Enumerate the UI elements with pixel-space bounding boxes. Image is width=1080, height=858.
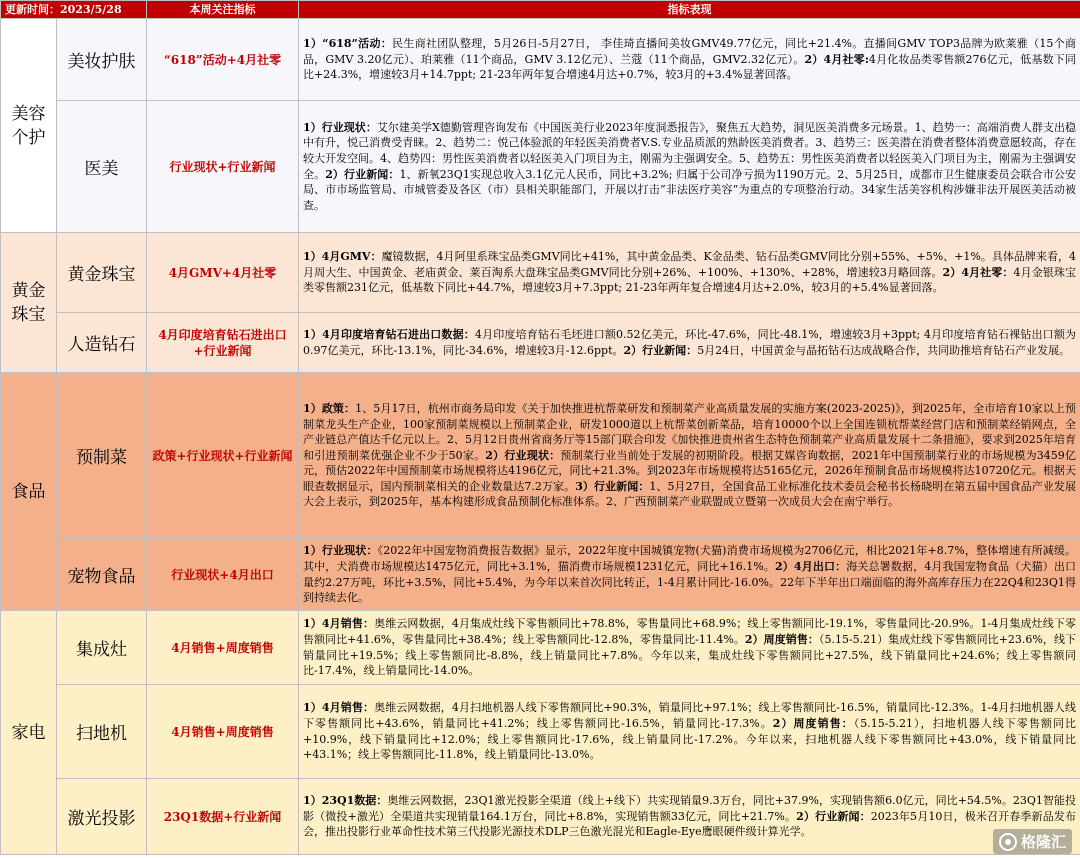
desc-text: 4月金银珠宝类零售额231亿元，低基数下同比+44.7%，增速较3月+7.3ppt; 21-23年两年复合增速4月达+2.0%，较3月的+5.4%显著回落。 xyxy=(303,265,1077,295)
desc-heading: 1）23Q1数据： xyxy=(303,794,388,808)
desc-heading: 2）4月社零： xyxy=(942,265,1014,279)
focus-indicator: 4月GMV+4月社零 xyxy=(147,233,299,313)
focus-indicator: 23Q1数据+行业新闻 xyxy=(147,779,299,855)
category-beauty xyxy=(1,19,57,233)
desc-heading: 2）4月社零: xyxy=(804,52,869,66)
focus-indicator: 行业现状+行业新闻 xyxy=(147,101,299,233)
desc-heading: 1）4月GMV： xyxy=(303,250,382,264)
desc-text: 4月印度培育钻石毛坯进口额0.52亿美元，环比-47.6%，同比-48.1%，增速较3月+3ppt; 4月印度培育钻石裸钻出口额为0.97亿美元，环比-13.1%，同比-34.6%，增速较3月-12.6ppt。 xyxy=(303,327,1076,357)
category-label: 黄金 xyxy=(11,280,46,301)
item-name: 集成灶 xyxy=(57,611,147,685)
desc-heading: 2）行业新闻： xyxy=(325,167,400,181)
indicator-desc xyxy=(299,779,1080,855)
item-name: 扫地机 xyxy=(57,685,147,779)
category-gold xyxy=(1,233,57,373)
desc-text: 奥维云网数据，23Q1激光投影全渠道（线上+线下）共实现销量9.3万台，同比+37.9%，实现销售额6.0亿元，同比+54.5%。23Q1智能投影（微投+激光）全渠道共实现销量164.1万台，同比+8.8%，实现销售额33亿元，同比+21.7%。 xyxy=(303,794,1076,823)
category-label: 个护 xyxy=(11,127,46,148)
desc-heading: 2）行业新闻： xyxy=(796,809,871,823)
item-name: 黄金珠宝 xyxy=(57,233,147,313)
table-row xyxy=(1,611,1080,685)
desc-heading: 1）4月印度培育钻石进出口数据： xyxy=(303,327,475,341)
table-row xyxy=(1,539,1080,611)
desc-text: 1、新氧23Q1实现总收入3.1亿元人民币，同比+3.2%; 归属于公司净亏损为1190万元。2、5月25日，成都市卫生健康委员会联合市公安局、市市场监管局、市城管委及各区（市）县相关职能部门，开展以打击“非法医疗美容”为重点的专项整治行动。34家生活美容机构涉嫌非法开展医美活动被查。 xyxy=(303,167,1077,212)
desc-heading: 2）行业新闻： xyxy=(623,343,698,357)
focus-indicator: 4月印度培育钻石进出口+行业新闻 xyxy=(147,313,299,373)
desc-heading: 2）周度销售： xyxy=(772,716,854,730)
indicator-desc xyxy=(299,233,1080,313)
desc-text: 1、5月17日，杭州市商务局印发《关于加快推进杭帮菜研发和预制菜产业高质量发展的实施方案(2023-2025)》，到2025年，全市培育10家以上预制菜龙头生产企业，100家预制菜规模以上预制菜企业，研发1000道以上杭帮菜创新菜品，培育10000个以上全国连锁杭帮菜经营门店和预制菜经销网点，全产业链总产值达千亿元以上。2、5月12日贵州省商务厅等15部门联合印发《加快推进贵州省生态特色预制菜产业高质量发展十二条措施》，要求到2025年培育和引进预制菜优强企业不少于50家。 xyxy=(303,401,1076,462)
desc-text: 艾尔建美学X德勤管理咨询发布《中国医美行业2023年度洞悉报告》，聚焦五大趋势，洞见医美消费多元场景。1、趋势一：高端消费人群支出稳中有升，悦己消费受青睐。2、趋势二：悦己体验派的年轻医美消费者V.S.专业品质派的熟龄医美消费者。3、趋势三：医美潜在消费者整体消费意愿较高，存在较大开发空间。4、趋势四：男性医美消费者以轻医美入门项目为主，刚需为主强调安全。5、趋势五：男性医美消费者以轻医美入门项目为主，刚需为主强调安全。 xyxy=(303,120,1076,181)
indicator-desc xyxy=(299,19,1080,101)
desc-heading: 1）政策： xyxy=(303,401,356,415)
desc-text: 1、5月27日，全国食品工业标准化技术委员会秘书长杨晓明在第五届中国食品产业发展大会上表示，到2025年，基本构建形成食品预制化标准体系。2、广西预制菜产业联盟成立暨第一次成员大会在南宁举行。 xyxy=(303,479,1077,509)
desc-header: 指标表现 xyxy=(299,1,1080,19)
indicator-desc xyxy=(299,539,1080,611)
desc-heading: 2）周度销售： xyxy=(744,632,819,646)
item-name: 人造钻石 xyxy=(57,313,147,373)
item-name: 美妆护肤 xyxy=(57,19,147,101)
category-label: 珠宝 xyxy=(11,304,46,325)
indicator-desc xyxy=(299,611,1080,685)
table-row xyxy=(1,779,1080,855)
table-row xyxy=(1,101,1080,233)
desc-text: 奥维云网数据，4月集成灶线下零售额同比+78.8%，零售量同比+68.9%；线上零售额同比-19.1%，零售量同比-20.9%。1-4月集成灶线下零售额同比+41.6%，零售量同比+38.4%；线上零售额同比-12.8%，零售量同比-11.4%。 xyxy=(303,617,1076,646)
desc-heading: 1）4月销售： xyxy=(303,617,375,631)
desc-text: 《2022年中国宠物消费报告数据》显示，2022年度中国城镇宠物(犬猫)消费市场规模为2706亿元，相比2021年+8.7%，整体增速有所减缓。其中，犬消费市场规模达1475亿元，同比+3.1%，猫消费市场规模1231亿元，同比+16.1%。 xyxy=(303,544,1077,573)
desc-heading: 1）“618”活动： xyxy=(303,37,393,51)
item-name: 激光投影 xyxy=(57,779,147,855)
item-name: 预制菜 xyxy=(57,373,147,539)
category-food xyxy=(1,373,57,611)
header-row xyxy=(1,1,1080,19)
watermark xyxy=(993,829,1072,854)
table-row xyxy=(1,373,1080,539)
table-row xyxy=(1,233,1080,313)
category-label: 美容 xyxy=(11,103,46,124)
desc-text: 奥维云网数据，4月扫地机器人线下零售额同比+90.3%，销量同比+97.1%；线上零售额同比-16.5%，销量同比-12.3%。1-4月扫地机器人线下零售额同比+43.6%，销量同比+41.2%；线上零售额同比-16.5%，销量同比-17.3%。 xyxy=(303,701,1076,730)
desc-heading: 1）行业现状： xyxy=(303,120,377,134)
focus-indicator: 行业现状+4月出口 xyxy=(147,539,299,611)
desc-heading: 1）行业现状： xyxy=(303,544,378,558)
item-name: 宠物食品 xyxy=(57,539,147,611)
focus-indicator: 4月销售+周度销售 xyxy=(147,685,299,779)
desc-text: 预制菜行业当前处于发展的初期阶段。根据艾媒咨询数据，2021年中国预制菜行业的市场规模为3459亿元，预估2022年中国预制菜市场规模将达4196亿元，同比+21.3%。到2023年市场规模将达5165亿元，2026年预制食品市场规模将达10720亿元。根据天眼查数据显示，国内预制菜相关的企业数量达7.2万家。 xyxy=(303,448,1076,493)
indicator-desc xyxy=(299,101,1080,233)
desc-text: 民生商社团队整理，5月26日-5月27日， 李佳琦直播间美妆GMV49.77亿元，同比+21.4%。直播间GMV TOP3品牌为欧莱雅（15个商品，GMV 3.20亿元）、珀莱雅（11个商品，GMV 3.12亿元）、兰蔻（11个商品，GMV2.32亿元）。 xyxy=(303,37,1076,66)
desc-text: 5月24日，中国黄金与晶拓钻石达成战略合作，共同助推培育钻石产业发展。 xyxy=(697,343,1071,357)
desc-text: 海关总署数据，4月我国宠物食品（犬猫）出口量约2.27万吨，环比+3.5%，同比+5.4%，为今年以来首次同比转正，1-4月累计同比-16.0%。22年下半年出口端面临的海外高库存压力在22Q4和23Q1得到持续去化。 xyxy=(303,559,1077,605)
desc-text: 2023年5月10日，极米召开春季新品发布会，推出投影行业革命性技术第三代投影光源技术DLP三色激光混光和Eagle-Eye鹰眼硬件级计算光学。 xyxy=(303,809,1076,839)
desc-heading: 2）4月出口： xyxy=(774,559,847,573)
category-label: 家电 xyxy=(11,722,46,743)
indicator-desc xyxy=(299,373,1080,539)
update-date-header: 更新时间：2023/5/28 xyxy=(1,1,147,19)
desc-heading: 2）行业现状： xyxy=(485,448,561,462)
desc-text: 4月化妆品类零售额276亿元，低基数下同比+24.3%，增速较3月+14.7ppt; 21-23年两年复合增速4月达+0.7%，较3月的+3.4%显著回落。 xyxy=(303,52,1076,82)
desc-heading: 3）行业新闻： xyxy=(575,479,650,493)
focus-indicator: 4月销售+周度销售 xyxy=(147,611,299,685)
table-row xyxy=(1,685,1080,779)
indicator-desc xyxy=(299,685,1080,779)
desc-heading: 1）4月销售： xyxy=(303,701,375,715)
category-label: 食品 xyxy=(11,481,46,502)
desc-text: （5.15-5.21）集成灶线下零售额同比+23.6%，线下销量同比+19.5%；线上零售额同比-8.8%，线上销量同比+7.8%。今年以来，集成灶线下零售额同比+27.5%，线下销量同比+24.6%；线上零售额同比-17.4%，线上销量同比-14.0%。 xyxy=(303,632,1076,678)
desc-text: （5.15-5.21），扫地机器人线下零售额同比+10.9%，线下销量同比+12.0%；线上零售额同比-17.6%，线上销量同比-17.2%。今年以来，扫地机器人线下零售额同比+43.0%，线下销量同比+43.1%；线上零售额同比-11.8%，线上销量同比-13.0%。 xyxy=(303,716,1076,762)
indicator-desc xyxy=(299,313,1080,373)
watermark-text: 格隆汇 xyxy=(1020,833,1066,851)
gelonghui-logo-icon xyxy=(999,833,1017,851)
focus-header: 本周关注指标 xyxy=(147,1,299,19)
focus-indicator: “618”活动+4月社零 xyxy=(147,19,299,101)
table-row xyxy=(1,19,1080,101)
item-name: 医美 xyxy=(57,101,147,233)
category-home xyxy=(1,611,57,855)
table-row xyxy=(1,313,1080,373)
desc-text: 魔镜数据，4月阿里系珠宝品类GMV同比+41%，其中黄金品类、K金品类、钻石品类GMV同比分别+55%、+5%、+1%。具体品牌来看，4月周大生、中国黄金、老庙黄金、莱百淘系大盘珠宝品类GMV同比分别+26%、+100%、+130%、+28%，增速较3月略回落。 xyxy=(303,250,1076,279)
focus-indicator: 政策+行业现状+行业新闻 xyxy=(147,373,299,539)
